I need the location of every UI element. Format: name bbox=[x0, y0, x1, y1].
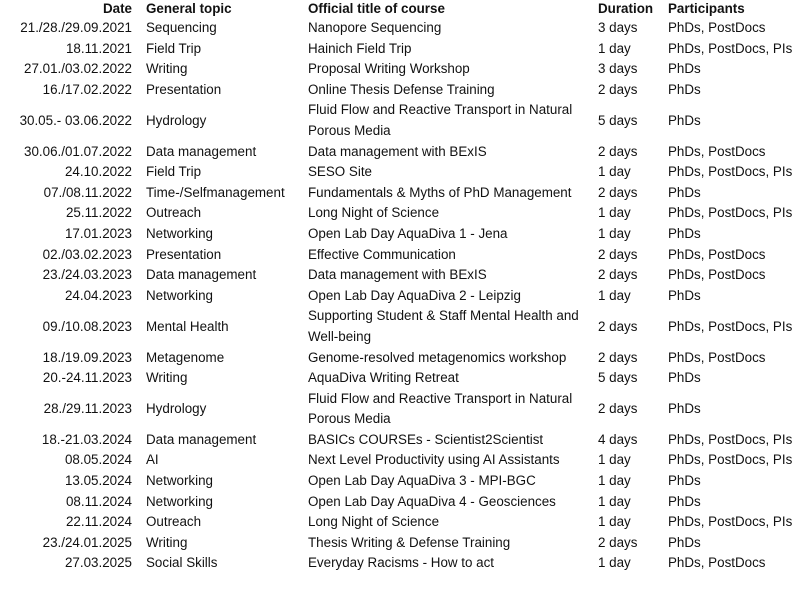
table-row bbox=[0, 39, 800, 60]
table-row bbox=[0, 450, 800, 471]
participants-cell: PhDs, PostDocs, PIs bbox=[668, 40, 793, 56]
topic-cell: Metagenome bbox=[146, 349, 225, 365]
topic-cell: Outreach bbox=[146, 514, 202, 530]
duration-cell: 2 days bbox=[598, 81, 638, 97]
date-cell: 28./29.11.2023 bbox=[43, 400, 132, 416]
table-row bbox=[0, 265, 800, 286]
participants-cell: PhDs bbox=[668, 112, 701, 128]
topic-cell: Data management bbox=[146, 267, 257, 283]
course-title-cell: Fundamentals & Myths of PhD Management bbox=[308, 184, 572, 200]
topic-cell: Networking bbox=[146, 225, 213, 241]
course-title-cell: Open Lab Day AquaDiva 2 - Leipzig bbox=[308, 287, 521, 303]
duration-cell: 1 day bbox=[598, 452, 631, 468]
topic-cell: Field Trip bbox=[146, 164, 202, 180]
course-title-cell: Open Lab Day AquaDiva 4 - Geosciences bbox=[308, 493, 556, 509]
course-title-cell: Long Night of Science bbox=[308, 514, 440, 530]
duration-cell: 5 days bbox=[598, 370, 638, 386]
duration-cell: 1 day bbox=[598, 514, 631, 530]
duration-cell: 2 days bbox=[598, 318, 638, 334]
topic-cell: Networking bbox=[146, 473, 213, 489]
duration-cell: 2 days bbox=[598, 349, 638, 365]
table-row bbox=[0, 224, 800, 245]
table-row bbox=[0, 512, 800, 533]
duration-cell: 1 day bbox=[598, 164, 631, 180]
date-cell: 07./08.11.2022 bbox=[43, 184, 132, 200]
duration-cell: 1 day bbox=[598, 473, 631, 489]
date-cell: 13.05.2024 bbox=[64, 473, 132, 489]
table-row bbox=[0, 59, 800, 80]
participants-cell: PhDs, PostDocs bbox=[668, 555, 766, 571]
participants-cell: PhDs, PostDocs, PIs bbox=[668, 431, 793, 447]
table-row bbox=[0, 18, 800, 39]
date-cell: 24.10.2022 bbox=[64, 164, 132, 180]
participants-cell: PhDs, PostDocs bbox=[668, 143, 766, 159]
participants-cell: PhDs, PostDocs bbox=[668, 246, 766, 262]
topic-cell: Writing bbox=[146, 370, 188, 386]
column-header-title: Official title of course bbox=[308, 1, 445, 16]
date-cell: 09./10.08.2023 bbox=[42, 318, 132, 334]
course-title-cell: Effective Communication bbox=[308, 246, 456, 262]
participants-cell: PhDs bbox=[668, 370, 701, 386]
course-title-cell: Supporting Student & Staff Mental Health and Well-being bbox=[308, 308, 579, 344]
date-cell: 25.11.2022 bbox=[65, 205, 132, 221]
date-cell: 02./03.02.2023 bbox=[42, 246, 132, 262]
duration-cell: 1 day bbox=[598, 493, 631, 509]
column-header-participants: Participants bbox=[668, 1, 745, 16]
date-cell: 30.06./01.07.2022 bbox=[24, 143, 132, 159]
column-header-duration: Duration bbox=[598, 1, 654, 16]
participants-cell: PhDs, PostDocs, PIs bbox=[668, 452, 793, 468]
duration-cell: 1 day bbox=[598, 555, 631, 571]
duration-cell: 3 days bbox=[598, 20, 638, 35]
duration-cell: 1 day bbox=[598, 40, 631, 56]
course-title-cell: BASICs COURSEs - Scientist2Scientist bbox=[308, 431, 544, 447]
topic-cell: Data management bbox=[146, 143, 257, 159]
course-title-cell: AquaDiva Writing Retreat bbox=[308, 370, 459, 386]
participants-cell: PhDs, PostDocs, PIs bbox=[668, 318, 793, 334]
topic-cell: Writing bbox=[146, 61, 188, 77]
date-cell: 16./17.02.2022 bbox=[42, 81, 132, 97]
course-title-cell: Online Thesis Defense Training bbox=[308, 81, 495, 97]
date-cell: 18.11.2021 bbox=[65, 40, 132, 56]
table-row bbox=[0, 471, 800, 492]
date-cell: 18./19.09.2023 bbox=[42, 349, 132, 365]
date-cell: 22.11.2024 bbox=[65, 514, 132, 530]
table-row bbox=[0, 80, 800, 101]
table-row bbox=[0, 162, 800, 183]
participants-cell: PhDs bbox=[668, 225, 701, 241]
duration-cell: 2 days bbox=[598, 143, 638, 159]
course-title-cell: Next Level Productivity using AI Assistants bbox=[308, 452, 560, 468]
participants-cell: PhDs bbox=[668, 534, 701, 550]
topic-cell: Time-/Selfmanagement bbox=[146, 184, 285, 200]
topic-cell: Presentation bbox=[146, 246, 222, 262]
course-title-cell: Data management with BExIS bbox=[308, 267, 487, 283]
table-row bbox=[0, 100, 800, 141]
table-row bbox=[0, 142, 800, 163]
participants-cell: PhDs, PostDocs, PIs bbox=[668, 164, 793, 180]
course-title-cell: Open Lab Day AquaDiva 1 - Jena bbox=[308, 225, 508, 241]
duration-cell: 3 days bbox=[598, 61, 638, 77]
duration-cell: 2 days bbox=[598, 246, 638, 262]
column-header-date: Date bbox=[102, 1, 132, 16]
topic-cell: Hydrology bbox=[146, 400, 207, 416]
header-row bbox=[0, 0, 800, 18]
participants-cell: PhDs bbox=[668, 473, 701, 489]
topic-cell: Hydrology bbox=[146, 112, 207, 128]
topic-cell: Social Skills bbox=[146, 555, 218, 571]
course-title-cell: Genome-resolved metagenomics workshop bbox=[308, 349, 567, 365]
table-row bbox=[0, 533, 800, 554]
date-cell: 08.11.2024 bbox=[65, 493, 132, 509]
duration-cell: 1 day bbox=[598, 225, 631, 241]
table-row bbox=[0, 348, 800, 369]
participants-cell: PhDs bbox=[668, 400, 701, 416]
participants-cell: PhDs, PostDocs bbox=[668, 20, 766, 35]
date-cell: 18.-21.03.2024 bbox=[41, 431, 132, 447]
course-title-cell: Hainich Field Trip bbox=[308, 40, 412, 56]
date-cell: 23./24.03.2023 bbox=[42, 267, 132, 283]
topic-cell: Writing bbox=[146, 534, 188, 550]
course-title-cell: Proposal Writing Workshop bbox=[308, 61, 470, 77]
course-title-cell: Nanopore Sequencing bbox=[308, 20, 442, 35]
table-row bbox=[0, 492, 800, 513]
date-cell: 27.03.2025 bbox=[64, 555, 132, 571]
course-title-cell: Data management with BExIS bbox=[308, 143, 487, 159]
duration-cell: 4 days bbox=[598, 431, 638, 447]
topic-cell: AI bbox=[146, 452, 159, 468]
topic-cell: Mental Health bbox=[146, 318, 229, 334]
participants-cell: PhDs, PostDocs, PIs bbox=[668, 514, 793, 530]
topic-cell: Networking bbox=[146, 493, 213, 509]
date-cell: 17.01.2023 bbox=[64, 225, 132, 241]
table-row bbox=[0, 430, 800, 451]
table-row bbox=[0, 245, 800, 266]
participants-cell: PhDs, PostDocs bbox=[668, 349, 766, 365]
course-title-cell: SESO Site bbox=[308, 164, 373, 180]
table-row bbox=[0, 203, 800, 224]
table-row bbox=[0, 389, 800, 430]
date-cell: 23./24.01.2025 bbox=[42, 534, 132, 550]
date-cell: 27.01./03.02.2022 bbox=[24, 61, 132, 77]
participants-cell: PhDs bbox=[668, 184, 701, 200]
participants-cell: PhDs bbox=[668, 61, 701, 77]
course-title-cell: Everyday Racisms - How to act bbox=[308, 555, 495, 571]
date-cell: 20.-24.11.2023 bbox=[42, 370, 132, 386]
topic-cell: Presentation bbox=[146, 81, 222, 97]
participants-cell: PhDs bbox=[668, 493, 701, 509]
course-title-cell: Fluid Flow and Reactive Transport in Natural Porous Media bbox=[308, 390, 573, 427]
duration-cell: 2 days bbox=[598, 267, 638, 283]
duration-cell: 2 days bbox=[598, 400, 638, 416]
course-title-cell: Long Night of Science bbox=[308, 205, 440, 221]
date-cell: 24.04.2023 bbox=[64, 287, 132, 303]
course-title-cell: Thesis Writing & Defense Training bbox=[308, 534, 511, 550]
topic-cell: Networking bbox=[146, 287, 213, 303]
participants-cell: PhDs bbox=[668, 81, 701, 97]
topic-cell: Outreach bbox=[146, 205, 202, 221]
duration-cell: 5 days bbox=[598, 112, 638, 128]
duration-cell: 1 day bbox=[598, 287, 631, 303]
participants-cell: PhDs bbox=[668, 287, 701, 303]
table-row bbox=[0, 306, 800, 347]
course-title-cell: Open Lab Day AquaDiva 3 - MPI-BGC bbox=[308, 473, 536, 489]
table-row bbox=[0, 183, 800, 204]
topic-cell: Field Trip bbox=[146, 40, 202, 56]
duration-cell: 1 day bbox=[598, 205, 631, 221]
duration-cell: 2 days bbox=[598, 184, 638, 200]
duration-cell: 2 days bbox=[598, 534, 638, 550]
table-row bbox=[0, 368, 800, 389]
column-header-topic: General topic bbox=[146, 1, 232, 16]
participants-cell: PhDs, PostDocs bbox=[668, 267, 766, 283]
participants-cell: PhDs, PostDocs, PIs bbox=[668, 205, 793, 221]
table-row bbox=[0, 286, 800, 307]
date-cell: 08.05.2024 bbox=[64, 452, 132, 468]
topic-cell: Sequencing bbox=[146, 20, 217, 35]
date-cell: 30.05.- 03.06.2022 bbox=[19, 112, 132, 128]
table-row bbox=[0, 553, 800, 574]
date-cell: 21./28./29.09.2021 bbox=[20, 20, 132, 35]
topic-cell: Data management bbox=[146, 431, 257, 447]
course-title-cell: Fluid Flow and Reactive Transport in Natural Porous Media bbox=[308, 102, 573, 138]
